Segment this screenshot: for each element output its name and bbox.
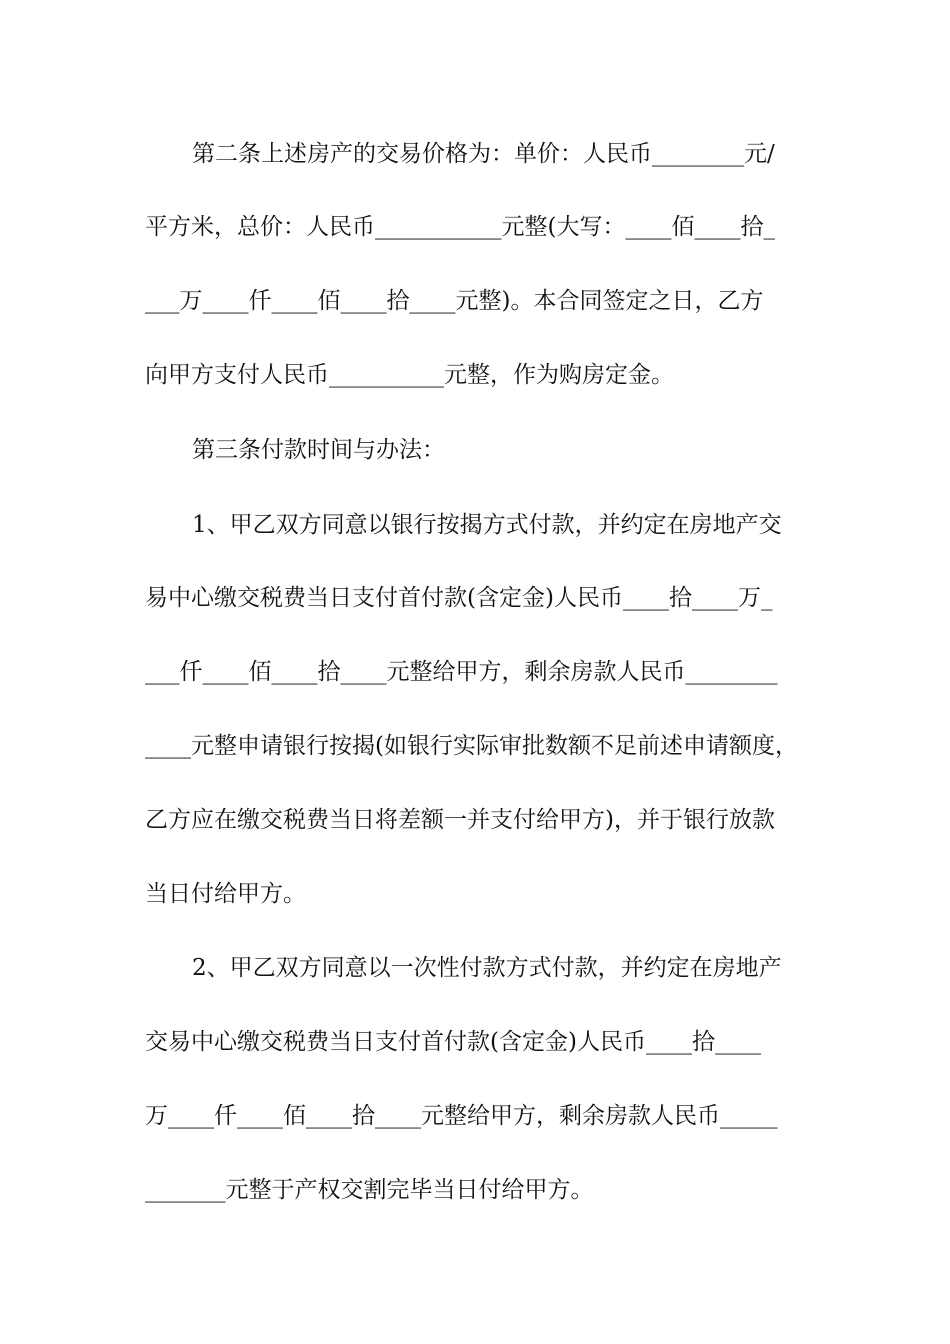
item-2-line-3: 万____仟____佰____拾____元整给甲方，剩余房款人民币_____ (145, 1103, 778, 1129)
item-2-line-4: _______元整于产权交割完毕当日付给甲方。 (145, 1177, 594, 1203)
clause-2-line-4: 向甲方支付人民币__________元整，作为购房定金。 (145, 362, 674, 388)
item-1-line-3: ___仟____佰____拾____元整给甲方，剩余房款人民币________ (145, 659, 778, 685)
clause-2-line-2: 平方米，总价：人民币___________元整(大写：____佰____拾_ (145, 214, 775, 240)
clause-3-heading: 第三条付款时间与办法： (192, 437, 445, 463)
item-2-line-1: 2、甲乙双方同意以一次性付款方式付款，并约定在房地产 (192, 955, 782, 981)
item-1-line-2: 易中心缴交税费当日支付首付款(含定金)人民币____拾____万_ (145, 585, 773, 611)
item-1-line-1: 1、甲乙双方同意以银行按揭方式付款，并约定在房地产交 (192, 512, 782, 538)
item-1-line-5: 乙方应在缴交税费当日将差额一并支付给甲方)，并于银行放款 (145, 807, 775, 833)
item-1-line-6: 当日付给甲方。 (145, 881, 306, 907)
clause-2-line-1: 第二条上述房产的交易价格为：单价：人民币________元/ (192, 141, 775, 167)
clause-2-line-3: ___万____仟____佰____拾____元整)。本合同签定之日，乙方 (145, 288, 764, 314)
item-1-line-4: ____元整申请银行按揭(如银行实际审批数额不足前述申请额度， (145, 733, 798, 759)
item-2-line-2: 交易中心缴交税费当日支付首付款(含定金)人民币____拾____ (145, 1029, 761, 1055)
